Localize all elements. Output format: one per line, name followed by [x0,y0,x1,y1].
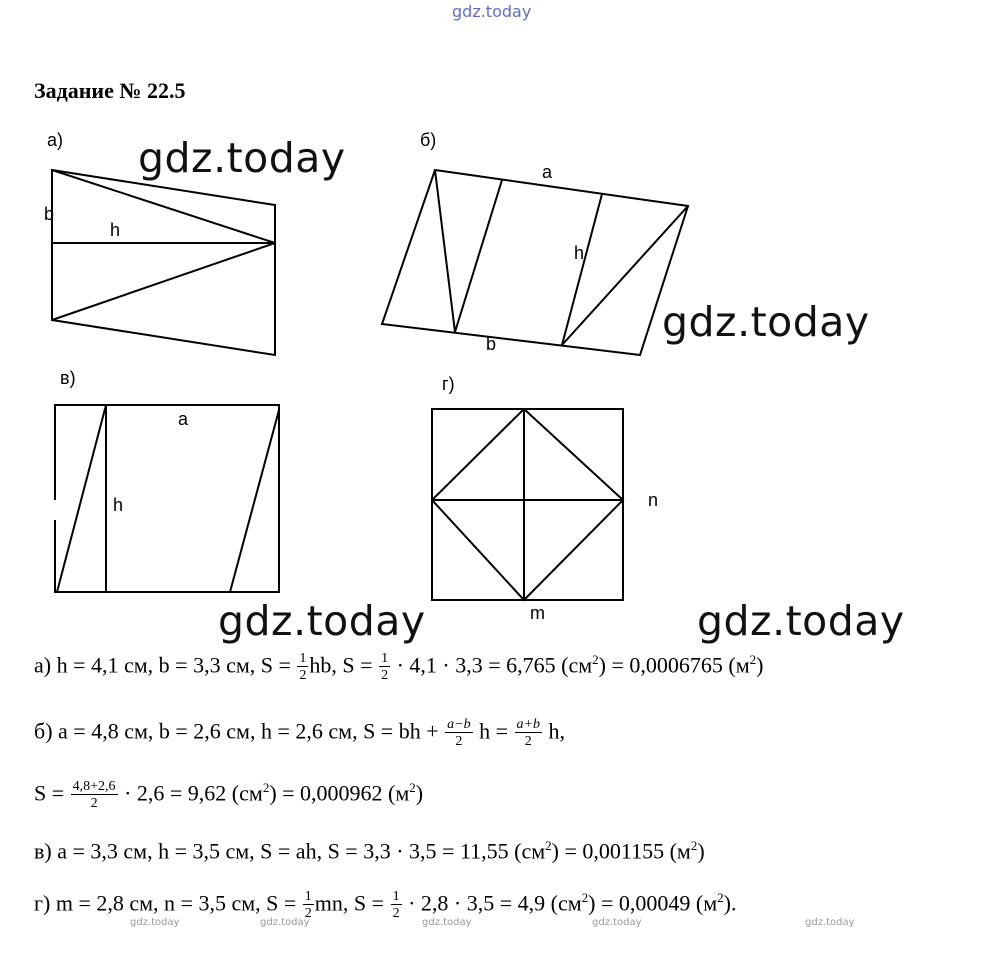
figure-b-h-label: h [574,243,585,263]
solution-line-b2: S = $\frac{4,8+2,6}{2}$ · 2,6 = 9,62 $(см^2) = 0,000962$ $(м^2)$ [34,779,424,811]
fraction: $\frac{a-b}{2}$ [447,717,471,749]
figure-v-h-label: h [113,495,124,515]
figure-b-label: б) [420,130,437,150]
fraction: $\frac{a+b}{2}$ [516,717,540,749]
watermark-small: gdz.today [260,917,310,928]
fraction: $\frac{4,8+2,6}{2}$ [72,779,116,811]
watermark-big: gdz.today [218,597,426,645]
solution-line-b1: б) a = 4,8 см, b = 2,6 см, h = 2,6 см, S = bh + $\frac{a-b}{2}$ h = $\frac{a+b}{2}$ h, [34,717,565,749]
watermark-small: gdz.today [130,917,180,928]
watermark-big: gdz.today [138,134,346,182]
figure-b-a-label: a [542,162,553,182]
figure-g-m-label: m [530,603,545,623]
fraction: $\frac{1}{2}$ [304,889,312,921]
watermark-small: gdz.today [592,917,642,928]
page-title: Задание № 22.5 [34,78,186,103]
figure-a-trapezoid [52,170,275,355]
watermark-small: gdz.today [422,917,472,928]
watermark-big: gdz.today [697,597,905,645]
watermark-top: gdz.today [452,2,532,21]
figure-v-a-label: a [178,409,189,429]
figure-b-b-label: b [486,334,497,354]
solution-line-v: в) a = 3,3 см, h = 3,5 см, S = ah, S = 3,3 · 3,5 = 11,55 $(см^2) = 0,001155$ $(м^2)$ [34,838,705,864]
fraction: $\frac{1}{2}$ [392,889,400,921]
fraction: $\frac{1}{2}$ [381,651,389,683]
figure-g-square [432,409,623,600]
figure-v-label: в) [60,368,76,388]
figure-g-n-label: n [648,490,659,510]
watermark-small: gdz.today [805,917,855,928]
figure-g-label: г) [442,374,455,394]
figure-b-parallelogram [382,170,688,355]
solution-line-a: а) h = 4,1 см, b = 3,3 см, S = $\frac{1}{2}$ hb, S = $\frac{1}{2}$ · 4,1 · 3,3 = 6,765 $(см^2) = 0,0006765$ $(м^2)$ [34,651,764,683]
fraction: $\frac{1}{2}$ [299,651,307,683]
figure-a-label: а) [47,130,64,150]
figure-v-rectangle [55,405,279,592]
solution-line-g: г) m = 2,8 см, n = 3,5 см, S = $\frac{1}{2}$ mn, S = $\frac{1}{2}$ · 2,8 · 3,5 = 4,9 $(см^2) = 0,00049$ $(м^2)$. [34,889,737,921]
figure-a-b-label: b [44,204,55,224]
figure-a-h-label: h [110,220,121,240]
watermark-big: gdz.today [662,298,870,346]
